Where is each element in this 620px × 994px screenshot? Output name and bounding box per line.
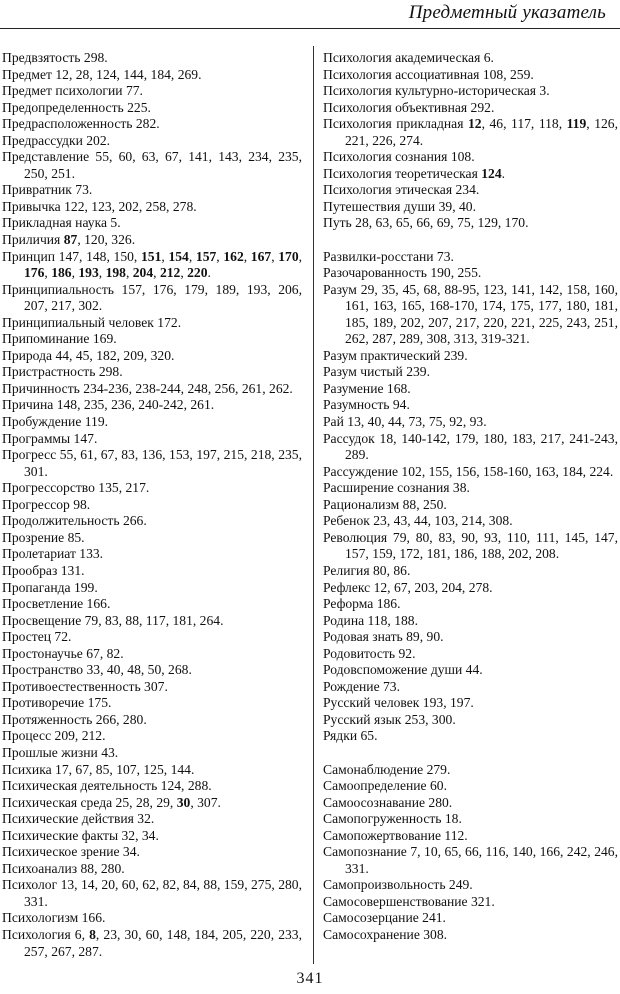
index-entry: Противоестественность 307. <box>2 678 168 694</box>
index-entry: Психоанализ 88, 280. <box>2 860 125 876</box>
index-entry: Психология теоретическая 124. <box>323 165 506 181</box>
index-entry: Психическая деятельность 124, 288. <box>2 778 212 794</box>
index-entry: Припоминание 169. <box>2 331 117 347</box>
index-entry: Путь 28, 63, 65, 66, 69, 75, 129, 170. <box>323 215 529 231</box>
index-entry: Предрассудки 202. <box>2 132 111 148</box>
index-entry: Прогрессорство 135, 217. <box>2 480 150 496</box>
index-entry: Революция 79, 80, 83, 90, 93, 110, 111, 145, 147, 157, 159, 172, 181, 186, 188, 202, 208. <box>323 529 618 562</box>
index-entry: Разочарованность 190, 255. <box>323 265 482 281</box>
column-divider <box>313 46 314 964</box>
index-entry: Разумение 168. <box>323 380 411 396</box>
index-entry: Психология 6, 8, 23, 30, 60, 148, 184, 205, 220, 233, 257, 267, 287. <box>2 926 303 959</box>
index-entry: Простец 72. <box>2 629 72 645</box>
index-entry: Психология прикладная 12, 46, 117, 118, 119, 126, 221, 226, 274. <box>323 116 618 148</box>
page-number: 341 <box>296 970 324 987</box>
index-entry: Противоречие 175. <box>2 695 112 711</box>
index-entry: Рефлекс 12, 67, 203, 204, 278. <box>323 579 493 595</box>
index-entry: Психолог 13, 14, 20, 60, 62, 82, 84, 88, 159, 275, 280, 331. <box>2 877 302 909</box>
index-entry: Самопознание 7, 10, 65, 66, 116, 140, 166, 242, 246, 331. <box>323 844 618 876</box>
index-entry: Пропаганда 199. <box>2 579 98 595</box>
index-entry: Рождение 73. <box>323 678 400 694</box>
index-entry: Просветление 166. <box>2 596 111 612</box>
index-entry: Самопогруженность 18. <box>323 811 462 827</box>
index-entry: Продолжительность 266. <box>2 513 147 529</box>
index-entry: Приличия 87, 120, 326. <box>2 232 136 248</box>
index-entry: Прозрение 85. <box>2 529 85 545</box>
index-entry: Разум практический 239. <box>323 347 468 363</box>
index-entry: Просвещение 79, 83, 88, 117, 181, 264. <box>2 612 224 628</box>
index-entry: Рай 13, 40, 44, 73, 75, 92, 93. <box>323 414 487 430</box>
index-entry: Прогресс 55, 61, 67, 83, 136, 153, 197, 215, 218, 235, 301. <box>2 447 302 479</box>
index-entry: Религия 80, 86. <box>323 562 411 578</box>
index-entry: Психика 17, 67, 85, 107, 125, 144. <box>2 761 195 777</box>
index-entry: Предрасположенность 282. <box>2 116 160 132</box>
index-entry: Пространство 33, 40, 48, 50, 268. <box>2 662 192 678</box>
index-entry: Представление 55, 60, 63, 67, 141, 143, 234, 235, 250, 251. <box>2 149 302 181</box>
index-entry: Протяженность 266, 280. <box>2 711 147 727</box>
index-entry: Прообраз 131. <box>2 562 85 578</box>
index-entry: Самосовершенствование 321. <box>323 893 495 909</box>
index-entry: Родовитость 92. <box>323 645 416 661</box>
index-entry: Рассуждение 102, 155, 156, 158-160, 163, 184, 224. <box>323 463 614 479</box>
index-entry: Процесс 209, 212. <box>2 728 106 744</box>
index-entry: Психические действия 32. <box>2 811 155 827</box>
index-entry: Путешествия души 39, 40. <box>323 198 476 214</box>
index-entry: Психология этическая 234. <box>323 182 480 198</box>
index-entry: Реформа 186. <box>323 596 401 612</box>
index-entry: Самоосознавание 280. <box>323 794 453 810</box>
index-entry: Простонаучье 67, 82. <box>2 645 124 661</box>
index-entry: Предмет 12, 28, 124, 144, 184, 269. <box>2 66 202 82</box>
index-entry: Родина 118, 188. <box>323 612 418 628</box>
index-entry: Самонаблюдение 279. <box>323 761 451 777</box>
header-rule <box>0 28 620 29</box>
index-entry: Привычка 122, 123, 202, 258, 278. <box>2 198 197 214</box>
index-entry: Расширение сознания 38. <box>323 480 470 496</box>
index-entry: Разум чистый 239. <box>323 364 430 380</box>
index-entry: Пролетариат 133. <box>2 546 104 562</box>
index-entry: Разум 29, 35, 45, 68, 88-95, 123, 141, 142, 158, 160, 161, 163, 165, 168-170, 174, 175, 177, 180, 181, 185, 189, 202, 207, 217, 220, 221, 225, 243, 251, 262, 287, 289, 308, 313, 319-321. <box>323 281 618 347</box>
index-entry: Природа 44, 45, 182, 209, 320. <box>2 347 175 363</box>
index-entry: Причинность 234-236, 238-244, 248, 256, 261, 262. <box>2 380 293 396</box>
index-entry: Принципиальность 157, 176, 179, 189, 193, 206, 207, 217, 302. <box>2 281 302 314</box>
index-entry: Психическая среда 25, 28, 29, 30, 307. <box>2 794 221 810</box>
index-entry: Пробуждение 119. <box>2 414 109 430</box>
index-entry: Русский человек 193, 197. <box>323 695 474 711</box>
index-entry: Привратник 73. <box>2 182 93 198</box>
index-entry: Самопожертвование 112. <box>323 827 468 843</box>
index-entry: Психические факты 32, 34. <box>2 827 159 843</box>
index-entry: Самопроизвольность 249. <box>323 877 473 893</box>
index-entry: Причина 148, 235, 236, 240-242, 261. <box>2 397 215 413</box>
index-entry: Родовая знать 89, 90. <box>323 629 444 645</box>
index-entry: Ребенок 23, 43, 44, 103, 214, 308. <box>323 513 513 529</box>
index-entry: Самоопределение 60. <box>323 778 447 794</box>
index-entry: Прошлые жизни 43. <box>2 744 119 760</box>
index-entry: Психическое зрение 34. <box>2 844 140 860</box>
index-entry: Психология академическая 6. <box>323 50 494 65</box>
index-entry: Предмет психологии 77. <box>2 83 143 99</box>
index-column-left <box>2 50 302 960</box>
index-entry: Рядки 65. <box>323 728 378 744</box>
index-entry: Развилки-росстани 73. <box>323 248 454 264</box>
running-head-title: Предметный указатель <box>408 2 606 23</box>
index-entry: Программы 147. <box>2 430 98 446</box>
index-entry: Прогрессор 98. <box>2 496 91 512</box>
index-entry: Принцип 147, 148, 150, 151, 154, 157, 162, 167, 170, 176, 186, 193, 198, 204, 212, 220. <box>2 248 303 281</box>
index-entry: Предвзятость 298. <box>2 50 108 65</box>
index-entry: Пристрастность 298. <box>2 364 123 380</box>
index-entry: Русский язык 253, 300. <box>323 711 456 727</box>
index-entry: Самосохранение 308. <box>323 926 448 942</box>
section-gap <box>323 745 618 762</box>
index-entry: Психология культурно-историческая 3. <box>323 83 550 99</box>
index-entry: Рассудок 18, 140-142, 179, 180, 183, 217, 241-243, 289. <box>323 430 618 463</box>
index-entry: Родовспоможение души 44. <box>323 662 483 678</box>
index-entry: Разумность 94. <box>323 397 410 413</box>
index-entry: Психология ассоциативная 108, 259. <box>323 66 534 82</box>
index-column-right <box>323 50 618 944</box>
section-gap <box>323 232 618 249</box>
index-entry: Психология сознания 108. <box>323 149 475 165</box>
index-entry: Принципиальный человек 172. <box>2 314 182 330</box>
index-entry: Прикладная наука 5. <box>2 215 121 231</box>
index-entry: Психология объективная 292. <box>323 99 495 115</box>
index-entry: Рационализм 88, 250. <box>323 496 447 512</box>
index-entry: Психологизм 166. <box>2 910 106 926</box>
index-entry: Самосозерцание 241. <box>323 910 446 926</box>
index-entry: Предопределенность 225. <box>2 99 151 115</box>
